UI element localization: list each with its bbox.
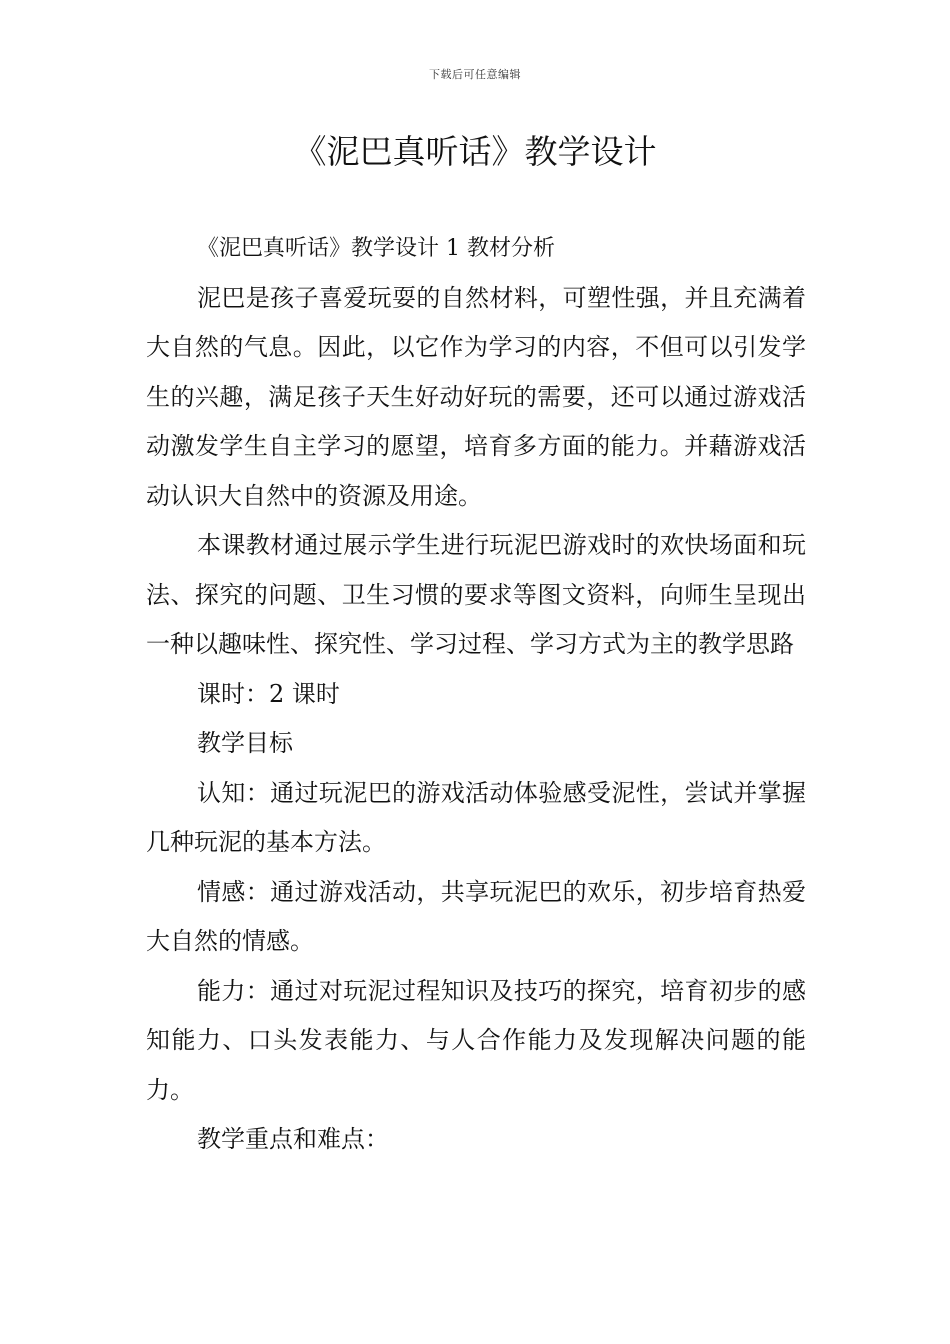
paragraph-goal-cognition: 认知：通过玩泥巴的游戏活动体验感受泥性，尝试并掌握几种玩泥的基本方法。 [146,778,806,856]
paragraph-goal-emotion: 情感：通过游戏活动，共享玩泥巴的欢乐，初步培育热爱大自然的情感。 [146,877,806,955]
paragraph-key-points: 教学重点和难点： [197,1125,389,1153]
document-title: 《泥巴真听话》教学设计 [293,132,657,171]
document-body [146,224,806,1165]
header-note: 下载后可任意编辑 [429,68,521,81]
paragraph-teaching-goals: 教学目标 [197,729,293,757]
section-heading: 《泥巴真听话》教学设计 1 教材分析 [197,236,555,261]
paragraph-material-intro: 泥巴是孩子喜爱玩耍的自然材料，可塑性强，并且充满着大自然的气息。因此，以它作为学习的内容，不但可以引发学生的兴趣，满足孩子天生好动好玩的需要，还可以通过游戏活动激发学生自主学习的愿望，培育多方面的能力。并藉游戏活动认识大自然中的资源及用途。 [146,283,806,510]
paragraph-class-hours: 课时：2 课时 [197,679,340,708]
paragraph-goal-ability: 能力：通过对玩泥过程知识及技巧的探究，培育初步的感知能力、口头发表能力、与人合作能力及发现解决问题的能力。 [146,976,806,1104]
paragraph-material-content: 本课教材通过展示学生进行玩泥巴游戏时的欢快场面和玩法、探究的问题、卫生习惯的要求等图文资料，向师生呈现出一种以趣味性、探究性、学习过程、学习方式为主的教学思路 [146,531,806,658]
